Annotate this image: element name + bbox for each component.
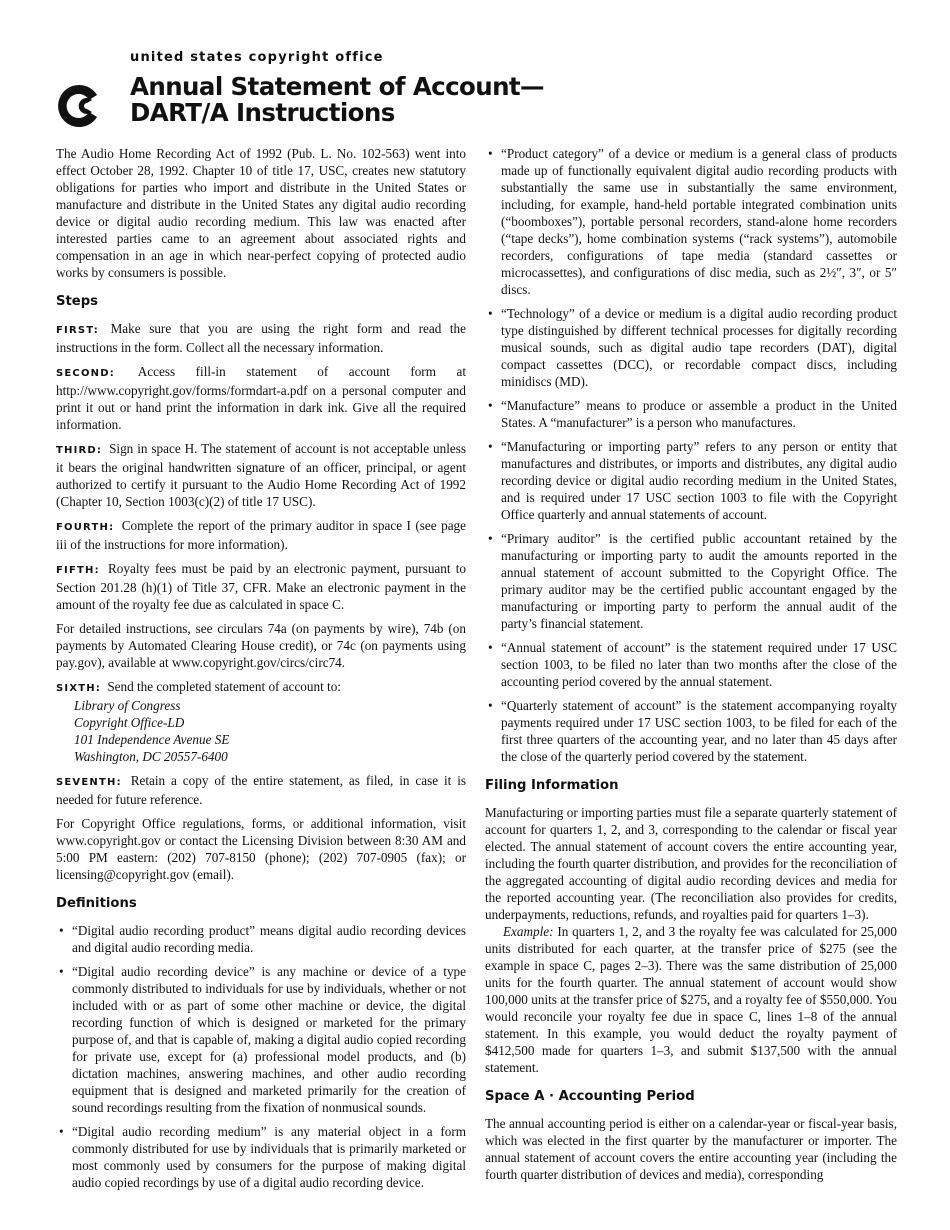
payment-instructions: For detailed instructions, see circulars 74a (on payments by wire), 74b (on payments by Automated Clearing House credit), or 74c (on payments using pay.gov), available at www.copyright.gov/circs/circ74. (56, 621, 466, 670)
step-fourth-label: FOURTH: (56, 522, 115, 533)
filing-paragraph: Manufacturing or importing parties must file a separate quarterly statement of account for quarters 1, 2, and 3, corresponding to the calendar or fiscal year elected. The annual statement of account covers the entire accounting year, including the fourth quarter distribution, and provides for the reconciliation of the aggregated accounting of digital audio recording devices and media for the reported accounting year. (The reconciliation also provides for credits, underpayments, reductions, refunds, and royalties paid for quarters 1–3). (485, 805, 897, 922)
contact-info: For Copyright Office regulations, forms, or additional information, visit www.copyright.gov or contact the Licensing Division between 8:30 AM and 5:00 PM eastern: (202) 707-8150 (phone); (202) 707-0905 (fax); or licensing@copyright.gov (email). (56, 816, 466, 882)
step-second-label: SECOND: (56, 368, 115, 379)
step-first (56, 320, 466, 356)
filing-example (485, 923, 897, 1076)
step-seventh-label: SEVENTH: (56, 777, 122, 788)
step-third-label: THIRD: (56, 445, 103, 456)
steps-heading: Steps (56, 294, 99, 309)
definition-item: • “Digital audio recording medium” is any material object in a form commonly distributed for use by individuals that is primarily marketed or most commonly used by consumers for the purpose of making digital audio copied recordings by use of a digital audio recording device. (56, 1123, 466, 1191)
left-column (56, 145, 466, 1198)
step-first-label: FIRST: (56, 325, 99, 336)
definition-item: • “Primary auditor” is the certified public accountant retained by the manufacturing or importing party to audit the amounts reported in the annual statement of account submitted to the Copyright Office. The primary auditor may be the certified public accountant engaged by the manufacturing or importing party to perform the annual audit of the party’s financial statement. (485, 530, 897, 632)
definitions-list-right (485, 145, 897, 765)
space-a-heading: Space A · Accounting Period (485, 1089, 695, 1104)
example-text: In quarters 1, 2, and 3 the royalty fee was calculated for 25,000 units distributed for each quarter, at the transfer price of $275 (see the example in space C, pages 2–3). There was the same distribution of 25,000 units for the fourth quarter. The annual statement of account would show 100,000 units at the transfer price of $275, and a royalty fee of $550,000. You would reconcile your royalty fee due in space C, lines 1–8 of the annual statement. In this example, you would deduct the royalty payment of $412,500 made for quarters 1–3, and submit $137,500 with the annual statement. (485, 924, 897, 1075)
title-line-1: Annual Statement of Account— (130, 72, 544, 101)
definitions-heading: Definitions (56, 896, 137, 911)
step-third (56, 440, 466, 510)
step-seventh (56, 772, 466, 808)
step-sixth-text: Send the completed statement of account to: (107, 679, 341, 694)
step-fourth (56, 517, 466, 553)
address-line: 101 Independence Avenue SE (74, 732, 230, 747)
definition-item: • “Manufacturing or importing party” refers to any person or entity that manufactures and distributes, or imports and distributes, any digital audio recording device or digital audio recording medium in the United States, and is required under 17 USC section 1003 to file with the Copyright Office quarterly and annual statements of account. (485, 438, 897, 523)
definition-item: • “Digital audio recording device” is any machine or device of a type commonly distributed to individuals for use by individuals, whether or not included with or as part of some other machine or device, the digital recording function of which is designed or marketed for the primary purpose of, and that is capable of, making a digital audio copied recording for private use, except for (a) professional model products, and (b) dictation machines, answering machines, and other audio recording equipment that is designed and marketed primarily for the creation of sound recordings resulting from the fixation of nonmusical sounds. (56, 963, 466, 1116)
title-line-2: DART/A Instructions (130, 98, 395, 127)
definition-item: • “Technology” of a device or medium is a digital audio recording product type distinguished by different technical processes for digitally recording musical sounds, such as digital audio tape recorders (DAT), digital compact cassettes (DCC), or recordable compact discs, including minidiscs (MD). (485, 305, 897, 390)
step-sixth (56, 678, 466, 697)
definition-item: • “Digital audio recording product” means digital audio recording devices and digital audio recording media. (56, 922, 466, 956)
step-third-text: Sign in space H. The statement of account is not acceptable unless it bears the original handwritten signature of an officer, principal, or agent authorized to certify it pursuant to the Audio Home Recording Act of 1992 (Chapter 10, Section 1003(c)(2) of title 17 USC). (56, 441, 467, 509)
page-title (130, 74, 544, 126)
definition-item: • “Manufacture” means to produce or assemble a product in the United States. A “manufacturer” is a person who manufactures. (485, 397, 897, 431)
definition-item: • “Product category” of a device or medium is a general class of products made up of functionally equivalent digital audio recording products with substantially the same use in substantially the same environment, including, for example, hand-held portable integrated combination units (“boomboxes”), portable personal recorders, stand-alone home recorders (“tape decks”), home combination systems (“rack systems”), automobile recorders, configurations of tape media (standard cassettes or microcassettes), and configurations of disc media, such as 2½″, 3″, or 5″ discs. (485, 145, 897, 298)
step-second-text: Access fill-in statement of account form at http://www.copyright.gov/forms/formdart-a.pdf on a personal computer and print it out or hand print the information in dark ink. Give all the required information. (56, 364, 466, 432)
address-line: Washington, DC 20557-6400 (74, 749, 228, 764)
mailing-address (74, 697, 466, 765)
example-label: Example: (503, 924, 554, 939)
step-seventh-text: Retain a copy of the entire statement, as filed, in case it is needed for future reference. (56, 773, 467, 807)
address-line: Library of Congress (74, 698, 181, 713)
right-column (485, 145, 897, 1190)
step-fourth-text: Complete the report of the primary auditor in space I (see page iii of the instructions for more information). (56, 518, 466, 552)
intro-paragraph: The Audio Home Recording Act of 1992 (Pub. L. No. 102-563) went into effect October 28, 1992. Chapter 10 of title 17, USC, creates new statutory obligations for parties who import and distribute in the United States or manufacture and distribute in the United States any digital audio recording device or digital audio recording medium. This law was enacted after interested parties came to an agreement about associated rights and compensation in an age in which near-perfect copying of protected audio works by consumers is possible. (56, 146, 466, 280)
space-a-paragraph: The annual accounting period is either on a calendar-year or fiscal-year basis, which was elected in the first quarter by the manufacturer or importer. The annual statement of account covers the entire accounting year (including the fourth quarter distribution of devices and media), corresponding (485, 1116, 897, 1182)
step-second (56, 363, 466, 433)
definition-item: • “Quarterly statement of account” is the statement accompanying royalty payments required under 17 USC section 1003, to be filed for each of the first three quarters of the accounting year, and no later than 45 days after the close of the quarterly period covered by the statement. (485, 697, 897, 765)
step-sixth-label: SIXTH: (56, 683, 102, 694)
step-fifth-text: Royalty fees must be paid by an electronic payment, pursuant to Section 201.28 (h)(1) of Title 37, CFR. Make an electronic payment in the amount of the royalty fee due as calculated in space C. (56, 561, 467, 612)
agency-name: united states copyright office (130, 50, 384, 65)
step-fifth-label: FIFTH: (56, 565, 100, 576)
address-line: Copyright Office-LD (74, 715, 185, 730)
definition-item: • “Annual statement of account” is the statement required under 17 USC section 1003, to be filed no later than two months after the close of the accounting period covered by the annual statement. (485, 639, 897, 690)
copyright-office-logo (54, 81, 104, 131)
filing-heading: Filing Information (485, 778, 619, 793)
step-fifth (56, 560, 466, 613)
definitions-list-left (56, 922, 466, 1191)
step-first-text: Make sure that you are using the right form and read the instructions in the form. Collect all the necessary information. (56, 321, 467, 355)
